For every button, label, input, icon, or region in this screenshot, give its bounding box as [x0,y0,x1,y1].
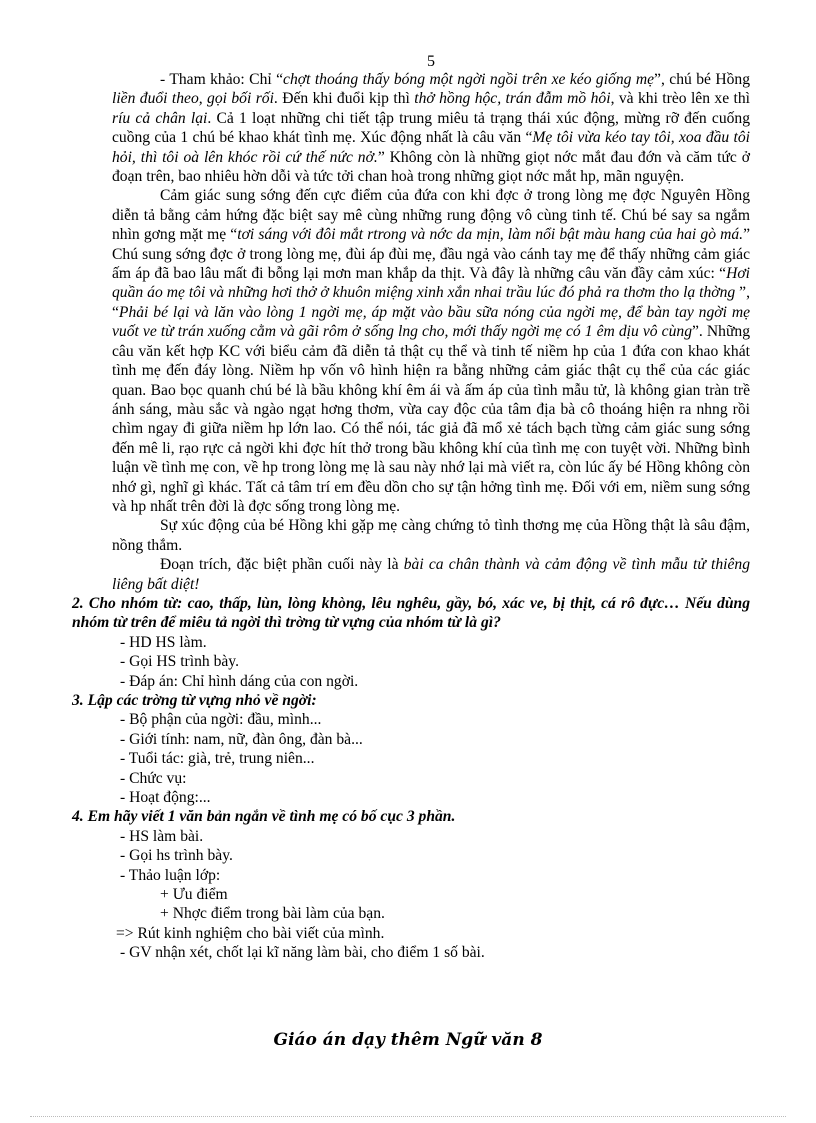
paragraph-reference [112,70,750,186]
page-border-line [30,1116,786,1117]
q2-item: - HD HS làm. [120,633,207,651]
q3-item: - Tuổi tác: già, trẻ, trung niên... [120,750,315,768]
text-run: . Đến khi đuổi kịp thì [273,90,415,108]
text-run: Đoạn trích, đặc biệt phần cuối này là [160,556,404,574]
text-run: ” Chú sung sớng đợc ở trong lòng mẹ, đùi áp đùi mẹ, đầu ngả vào cánh tay mẹ để thấy những cảm giác ấm áp đã bao lâu mất đi bỗng lại mơn man khắp da thịt. Và đây là những câu văn đầy cảm xúc: “ [112,226,750,283]
italic-quote: tơi sáng với đôi mắt rtrong và nớc da mịn, làm nổi bật màu hang của hai gò má. [237,226,744,244]
q4-sub-item: + Ưu điểm [160,886,228,904]
q4-conclusion: => Rút kinh nghiệm cho bài viết của mình. [116,924,385,942]
paragraph-happiness [112,186,750,516]
paragraph-conclusion [112,555,750,594]
text-run: ”, “ [112,284,750,321]
text-run: ”. Những câu văn kết hợp KC với biểu cảm đã diễn tả thật cụ thể và tinh tế niềm hp của 1 đứa con khao khát tình mẹ đến đáy lòng. Niềm hp vốn vô hình hiện ra bằng những cảm giác thật cụ thể của các giác quan. Bao bọc quanh chú bé là bầu không khí êm ái và ấm áp của tình mẫu tử, là không gian tràn trề ánh sáng, màu sắc và ngào ngạt hơng thơm, vừa cay độc của tâm địa bà cô thoáng hiện ra nhng rồi chìm ngay đi giữa niềm hp lớn lao. Có thể nói, tác giả đã mổ xẻ tách bạch từng cảm giác sung sớng đến mê li, rạo rực cả ngời khi đợc hít thở trong bầu không khí của tình mẹ con tuyệt vời. Những bình luận về tình mẹ con, về hp trong lòng mẹ là sau này nhớ lại mà viết ra, còn lúc ấy bé Hồng không còn nhớ gì, nghĩ gì khác. Tất cả tâm trí em đều dồn cho sự tận hởng tình mẹ. Đối với em, niềm sung sớng và hp nhất trên đời là đợc sống trong lòng mẹ. [112,323,750,515]
page-footer: Giáo án dạy thêm Ngữ văn 8 [273,1030,543,1050]
text-run: ” Không còn là những giọt nớc mắt đau đớn và căm tức ở đoạn trên, bao nhiêu hờn dỗi và tức tởi chan hoà trong những giọt nớc mắt hp, mãn nguyện. [112,148,751,186]
italic-quote: Hơi quần áo mẹ tôi và những hơi thở ở khuôn miệng xinh xắn nhai trầu lúc đó phả ra thơm tho lạ thờng [112,265,750,302]
italic-quote: chợt thoáng thấy bóng một ngời ngồi trên xe kéo giống mẹ [283,71,655,88]
italic-quote: liền đuổi theo, gọi bối rối [112,90,274,108]
italic-quote: thở hồng hộc, trán đẫm mồ hôi [414,90,611,108]
page-number: 5 [427,53,435,70]
q3-item: - Giới tính: nam, nữ, đàn ông, đàn bà... [120,730,363,748]
paragraph-emotion [112,516,750,555]
question-4-heading: 4. Em hãy viết 1 văn bản ngắn về tình mẹ có bố cục 3 phần. [72,808,456,826]
q2-item: - Gọi HS trình bày. [120,653,239,671]
q4-sub-item: + Nhợc điểm trong bài làm của bạn. [160,905,385,923]
text-run: Sự xúc động của bé Hồng khi gặp mẹ càng chứng tỏ tình thơng mẹ của Hồng thật là sâu đậm, nồng thắm. [112,517,750,554]
q3-item: - Hoạt động:... [120,789,211,807]
q2-item: - Đáp án: Chỉ hình dáng của con ngời. [120,672,359,690]
italic-quote: Mẹ tôi vừa kéo tay tôi, xoa đầu tôi hỏi, thì tôi oà lên khóc rồi cứ thế nức nở. [112,129,750,166]
q4-item: - Gọi hs trình bày. [120,847,233,865]
text-run: - Tham khảo: Chỉ “ [160,71,284,88]
text-run: . Cả 1 loạt những chi tiết tập trung miêu tả trạng thái xúc động, mừng rỡ đến cuống cuồng của 1 chú bé khao khát tình mẹ. Xúc động nhất là câu văn “ [112,109,751,147]
q3-item: - Chức vụ: [120,769,187,787]
q3-item: - Bộ phận của ngời: đầu, mình... [120,711,322,729]
text-run: , và khi trèo lên xe thì [610,90,750,108]
italic-quote: Phải bé lại và lăn vào lòng 1 ngời mẹ, áp mặt vào bầu sữa nóng của ngời mẹ, để bàn tay ngời mẹ vuốt ve từ trán xuống cằm và gãi rôm ở sống lng cho, mới thấy ngời mẹ có 1 êm dịu vô cùng [112,303,750,341]
text-run: Cảm giác sung sớng đến cực điểm của đứa con khi đợc ở trong lòng mẹ đợc Nguyên Hồng diễn tả bằng cảm hứng đặc biệt say mê cùng những rung động vô cùng tinh tế. Chú bé say sa ngắm nhìn gơng mặt mẹ “ [112,187,750,244]
q4-item: - Thảo luận lớp: [120,866,221,884]
italic-quote: bài ca chân thành và cảm động về tình mẫu tử thiêng liêng bất diệt! [112,556,751,593]
text-run: ”, chú bé Hồng [654,71,750,88]
document-body [72,52,751,963]
q4-last-item: - GV nhận xét, chốt lại kĩ năng làm bài, cho điểm 1 số bài. [120,944,485,962]
italic-quote: ríu cả chân lại [112,109,208,127]
q4-item: - HS làm bài. [120,827,204,845]
question-3-heading: 3. Lập các trờng từ vựng nhỏ về ngời: [72,692,317,709]
question-2-heading: 2. Cho nhóm từ: cao, thấp, lùn, lòng khòng, lêu nghêu, gầy, bó, xác ve, bị thịt, cá rô đực… Nếu dùng nhóm từ trên để miêu tả ngời thì trờng từ vựng của nhóm từ là gì? [72,594,750,632]
